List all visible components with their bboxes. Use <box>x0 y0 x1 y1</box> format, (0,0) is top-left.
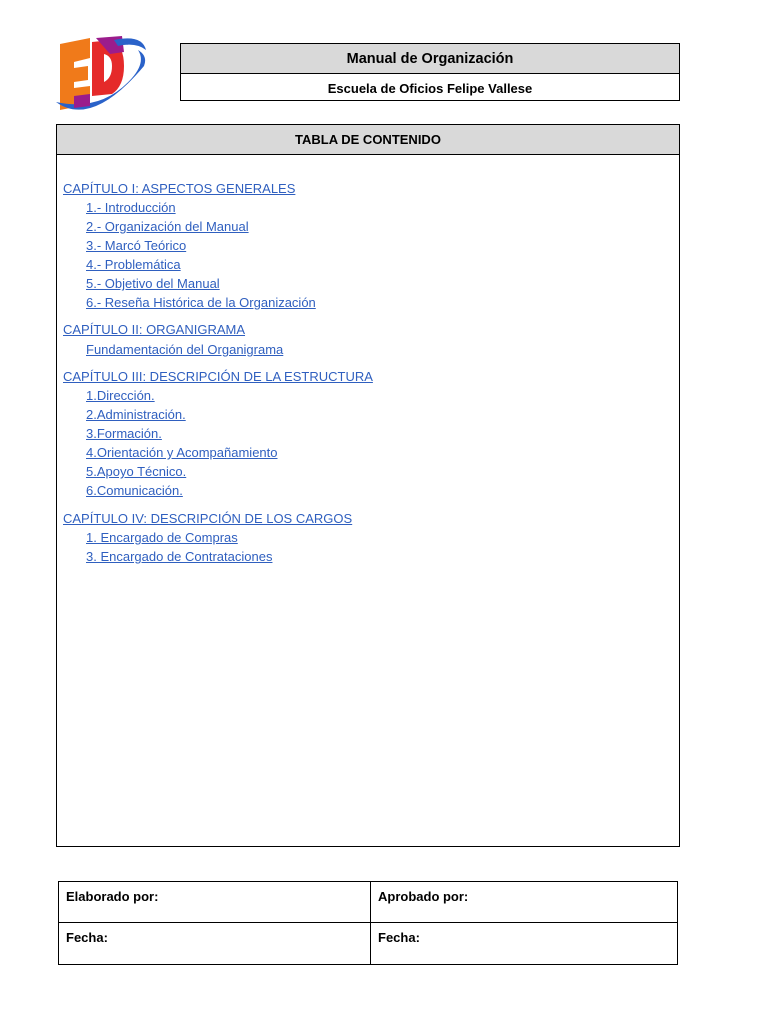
document-subtitle: Escuela de Oficios Felipe Vallese <box>327 80 533 96</box>
toc-item[interactable]: 6.Comunicación. <box>86 483 183 498</box>
prepared-by-label: Elaborado por: <box>59 882 371 923</box>
toc-item[interactable]: 1.Dirección. <box>86 388 155 403</box>
toc-item[interactable]: 2.- Organización del Manual <box>86 219 249 234</box>
table-of-contents <box>56 124 680 847</box>
toc-item[interactable]: 2.Administración. <box>86 407 186 422</box>
toc-item[interactable]: 3.Formación. <box>86 426 162 441</box>
toc-item[interactable]: 3.- Marcó Teórico <box>86 238 187 253</box>
toc-item[interactable]: 4.- Problemática <box>86 257 181 272</box>
date-left-label: Fecha: <box>59 923 371 964</box>
signature-table <box>58 881 678 965</box>
toc-title: TABLA DE CONTENIDO <box>57 125 679 155</box>
approved-by-label: Aprobado por: <box>371 882 677 923</box>
toc-item[interactable]: 5.Apoyo Técnico. <box>86 464 187 479</box>
toc-item[interactable]: 3. Encargado de Contrataciones <box>86 549 273 564</box>
toc-chapter-1[interactable]: CAPÍTULO I: ASPECTOS GENERALES <box>63 181 296 196</box>
toc-item[interactable]: 6.- Reseña Histórica de la Organización <box>86 295 316 310</box>
document-header <box>180 43 680 101</box>
toc-item[interactable]: 1. Encargado de Compras <box>86 530 238 545</box>
toc-chapter-2[interactable]: CAPÍTULO II: ORGANIGRAMA <box>63 322 246 337</box>
toc-item[interactable]: 4.Orientación y Acompañamiento <box>86 445 278 460</box>
toc-item[interactable]: Fundamentación del Organigrama <box>86 342 284 357</box>
toc-item[interactable]: 1.- Introducción <box>86 200 176 215</box>
toc-chapter-3[interactable]: CAPÍTULO III: DESCRIPCIÓN DE LA ESTRUCTURA <box>63 369 373 384</box>
school-logo-icon <box>52 36 150 118</box>
date-right-label: Fecha: <box>378 930 420 945</box>
toc-item[interactable]: 5.- Objetivo del Manual <box>86 276 220 291</box>
toc-chapter-4[interactable]: CAPÍTULO IV: DESCRIPCIÓN DE LOS CARGOS <box>63 511 353 526</box>
document-title: Manual de Organización <box>181 44 679 74</box>
